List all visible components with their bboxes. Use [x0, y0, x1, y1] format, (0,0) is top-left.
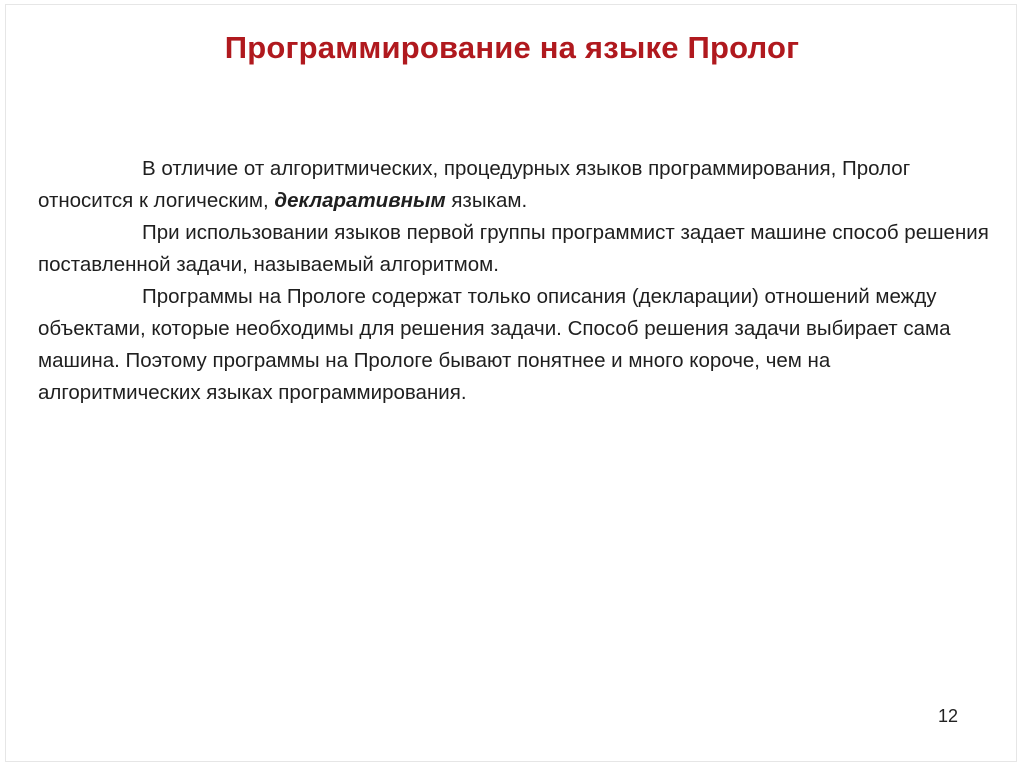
paragraph-declarative: [38, 153, 998, 217]
slide-body: [38, 153, 998, 409]
page-number: 12: [938, 706, 959, 726]
paragraph-algorithmic: При использовании языков первой группы программист задает машине способ решения поставленной задачи, называемый алгоритмом.: [38, 221, 989, 276]
paragraph-prolog-programs: Программы на Прологе содержат только описания (декларации) отношений между объектами, которые необходимы для решения задачи. Способ решения задачи выбирает сама машина. Поэтому программы на Прологе бывают понятнее и много короче, чем на алгоритмических языках программирования.: [38, 285, 951, 404]
paragraph-1-text-after: языкам.: [445, 189, 528, 212]
emphasis-declarative: декларативным: [274, 189, 446, 212]
paragraph-1-text-before: В отличие от алгоритмических, процедурных языков программирования, Пролог относится к логическим,: [38, 157, 911, 212]
slide-title: Программирование на языке Пролог: [224, 30, 800, 65]
